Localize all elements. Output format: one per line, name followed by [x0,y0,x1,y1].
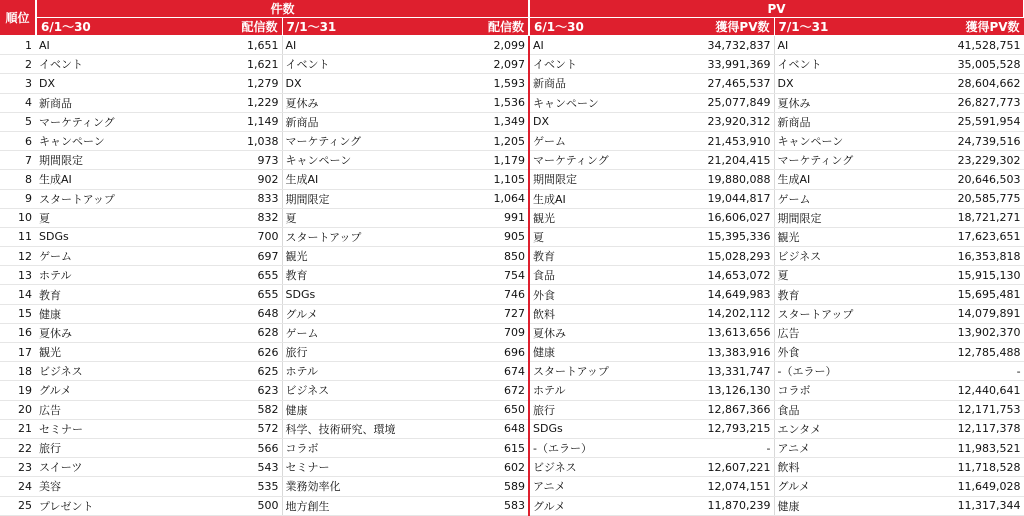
count-june: 1,651 [144,36,282,55]
table-row [0,131,1024,150]
count-june: 623 [144,381,282,400]
keyword-june-count: AI [36,36,144,55]
pv-june: 12,074,151 [649,477,774,496]
count-july: 709 [422,323,529,342]
count-july: 2,099 [422,36,529,55]
count-june: 626 [144,343,282,362]
rank-cell: 9 [0,189,36,208]
pv-group-header: PV [529,0,1024,18]
keyword-july-pv: ビジネス [774,247,914,266]
count-june: 625 [144,362,282,381]
table-row [0,189,1024,208]
pv-june: 12,867,366 [649,400,774,419]
pv-july: 23,229,302 [914,151,1024,170]
pv-june: 13,126,130 [649,381,774,400]
rank-cell: 18 [0,362,36,381]
pv-june: 21,204,415 [649,151,774,170]
keyword-june-pv: 夏 [529,227,649,246]
pv-july: 24,739,516 [914,131,1024,150]
keyword-june-pv: 健康 [529,343,649,362]
keyword-july-pv: 教育 [774,285,914,304]
keyword-july-count: ホテル [282,362,422,381]
count-june: 1,621 [144,55,282,74]
keyword-june-pv: スタートアップ [529,362,649,381]
pv-june: 13,383,916 [649,343,774,362]
table-row [0,227,1024,246]
keyword-june-count: セミナー [36,419,144,438]
keyword-july-count: 夏 [282,208,422,227]
keyword-july-count: ゲーム [282,323,422,342]
count-july: 1,105 [422,170,529,189]
table-row [0,304,1024,323]
table-row [0,55,1024,74]
pv-july: 28,604,662 [914,74,1024,93]
keyword-june-count: ビジネス [36,362,144,381]
keyword-july-pv: DX [774,74,914,93]
count-june: 500 [144,496,282,515]
rank-cell: 17 [0,343,36,362]
count-june: 697 [144,247,282,266]
keyword-july-pv: スタートアップ [774,304,914,323]
count-june: 655 [144,285,282,304]
keyword-june-pv: DX [529,112,649,131]
keyword-june-pv: 旅行 [529,400,649,419]
pv-july-header: 獲得PV数 [914,18,1024,36]
count-july: 696 [422,343,529,362]
keyword-june-count: ゲーム [36,247,144,266]
count-july: 727 [422,304,529,323]
table-row [0,438,1024,457]
count-july: 850 [422,247,529,266]
keyword-june-count: SDGs [36,227,144,246]
pv-june: 23,920,312 [649,112,774,131]
table-row [0,362,1024,381]
table-row [0,112,1024,131]
pv-july: 12,785,488 [914,343,1024,362]
keyword-june-pv: ビジネス [529,458,649,477]
keyword-june-pv: キャンペーン [529,93,649,112]
count-july: 991 [422,208,529,227]
keyword-july-count: 教育 [282,266,422,285]
table-row [0,477,1024,496]
rank-cell: 20 [0,400,36,419]
rank-cell: 21 [0,419,36,438]
count-july: 1,205 [422,131,529,150]
keyword-june-count: 夏 [36,208,144,227]
count-june: 1,038 [144,131,282,150]
pv-july: 12,171,753 [914,400,1024,419]
rank-header: 順位 [0,0,36,36]
keyword-july-count: ビジネス [282,381,422,400]
pv-june: 12,793,215 [649,419,774,438]
keyword-july-pv: イベント [774,55,914,74]
count-group-header: 件数 [36,0,529,18]
rank-cell: 10 [0,208,36,227]
count-july: 1,593 [422,74,529,93]
count-june: 572 [144,419,282,438]
keyword-june-pv: 食品 [529,266,649,285]
rank-cell: 2 [0,55,36,74]
rank-cell: 4 [0,93,36,112]
keyword-july-count: 健康 [282,400,422,419]
rank-cell: 11 [0,227,36,246]
table-row [0,208,1024,227]
rank-cell: 19 [0,381,36,400]
pv-june: 13,331,747 [649,362,774,381]
count-june: 628 [144,323,282,342]
rank-cell: 15 [0,304,36,323]
count-june: 543 [144,458,282,477]
count-july: 1,349 [422,112,529,131]
pv-june: 12,607,221 [649,458,774,477]
pv-july: 11,317,344 [914,496,1024,515]
table-row [0,323,1024,342]
keyword-june-pv: ゲーム [529,131,649,150]
keyword-june-pv: 観光 [529,208,649,227]
pv-july: 16,353,818 [914,247,1024,266]
keyword-july-count: 地方創生 [282,496,422,515]
pv-july: 20,646,503 [914,170,1024,189]
keyword-july-count: スタートアップ [282,227,422,246]
pv-june: 19,880,088 [649,170,774,189]
keyword-june-count: キャンペーン [36,131,144,150]
count-june: 648 [144,304,282,323]
keyword-july-pv: 飲料 [774,458,914,477]
rank-cell: 3 [0,74,36,93]
pv-july: 15,915,130 [914,266,1024,285]
pv-june: 27,465,537 [649,74,774,93]
pv-july: 11,649,028 [914,477,1024,496]
count-june: 700 [144,227,282,246]
count-june: 833 [144,189,282,208]
keyword-july-pv: 生成AI [774,170,914,189]
keyword-july-count: 期間限定 [282,189,422,208]
table-row [0,458,1024,477]
table-row [0,419,1024,438]
pv-july: 41,528,751 [914,36,1024,55]
pv-june: 14,202,112 [649,304,774,323]
pv-july: 13,902,370 [914,323,1024,342]
keyword-june-count: 新商品 [36,93,144,112]
count-july: 648 [422,419,529,438]
pv-july: 20,585,775 [914,189,1024,208]
pv-june: 16,606,027 [649,208,774,227]
pv-june: 14,653,072 [649,266,774,285]
keyword-june-pv: 新商品 [529,74,649,93]
count-july: 674 [422,362,529,381]
table-header [0,0,1024,36]
rank-cell: 23 [0,458,36,477]
rank-cell: 7 [0,151,36,170]
distribution-count-june-header: 配信数 [144,18,282,36]
keyword-june-count: 教育 [36,285,144,304]
keyword-july-pv: 健康 [774,496,914,515]
rank-cell: 24 [0,477,36,496]
table-row [0,93,1024,112]
pv-july: 35,005,528 [914,55,1024,74]
keyword-july-count: 科学、技術研究、環境 [282,419,422,438]
keyword-july-count: 業務効率化 [282,477,422,496]
count-july: 615 [422,438,529,457]
rank-cell: 16 [0,323,36,342]
keyword-june-count: スタートアップ [36,189,144,208]
keyword-june-count: 夏休み [36,323,144,342]
count-june: 1,149 [144,112,282,131]
keyword-july-pv: 広告 [774,323,914,342]
count-july: 1,064 [422,189,529,208]
pv-july: 11,983,521 [914,438,1024,457]
keyword-june-pv: AI [529,36,649,55]
count-july: 672 [422,381,529,400]
distribution-count-july-header: 配信数 [422,18,529,36]
keyword-july-pv: AI [774,36,914,55]
pv-july: 11,718,528 [914,458,1024,477]
period-june-pv-header: 6/1～30 [529,18,649,36]
keyword-june-pv: -（エラー） [529,438,649,457]
table-row [0,496,1024,515]
pv-june: 19,044,817 [649,189,774,208]
keyword-june-count: 生成AI [36,170,144,189]
count-june: 566 [144,438,282,457]
period-june-count-header: 6/1～30 [36,18,144,36]
keyword-july-count: セミナー [282,458,422,477]
keyword-july-pv: -（エラー） [774,362,914,381]
keyword-july-pv: アニメ [774,438,914,457]
rank-cell: 14 [0,285,36,304]
pv-july: 17,623,651 [914,227,1024,246]
table-row [0,381,1024,400]
pv-july: 12,117,378 [914,419,1024,438]
pv-june-header: 獲得PV数 [649,18,774,36]
keyword-july-pv: 新商品 [774,112,914,131]
table-row [0,170,1024,189]
keyword-july-count: グルメ [282,304,422,323]
count-july: 583 [422,496,529,515]
keyword-july-count: 観光 [282,247,422,266]
period-july-count-header: 7/1～31 [282,18,422,36]
keyword-june-pv: 夏休み [529,323,649,342]
table-row [0,285,1024,304]
rank-cell: 5 [0,112,36,131]
pv-june: 33,991,369 [649,55,774,74]
count-july: 1,536 [422,93,529,112]
pv-july: 12,440,641 [914,381,1024,400]
keyword-june-pv: 飲料 [529,304,649,323]
keyword-june-count: ホテル [36,266,144,285]
keyword-july-pv: 外食 [774,343,914,362]
count-june: 1,279 [144,74,282,93]
table-row [0,400,1024,419]
keyword-june-count: 広告 [36,400,144,419]
table-row [0,36,1024,55]
period-july-pv-header: 7/1～31 [774,18,914,36]
count-july: 589 [422,477,529,496]
pv-july: 18,721,271 [914,208,1024,227]
pv-july: - [914,362,1024,381]
pv-july: 15,695,481 [914,285,1024,304]
pv-june: 21,453,910 [649,131,774,150]
pv-july: 14,079,891 [914,304,1024,323]
keyword-july-count: 夏休み [282,93,422,112]
keyword-july-count: キャンペーン [282,151,422,170]
keyword-july-count: SDGs [282,285,422,304]
keyword-june-count: 期間限定 [36,151,144,170]
count-july: 905 [422,227,529,246]
count-july: 746 [422,285,529,304]
keyword-june-count: 美容 [36,477,144,496]
rank-cell: 12 [0,247,36,266]
count-june: 832 [144,208,282,227]
keyword-june-pv: 教育 [529,247,649,266]
rank-cell: 1 [0,36,36,55]
table-row [0,151,1024,170]
keyword-june-pv: SDGs [529,419,649,438]
keyword-june-pv: 期間限定 [529,170,649,189]
keyword-july-count: イベント [282,55,422,74]
keyword-july-pv: コラボ [774,381,914,400]
table-body [0,36,1024,516]
table-row [0,266,1024,285]
rank-cell: 6 [0,131,36,150]
keyword-june-count: 旅行 [36,438,144,457]
count-june: 902 [144,170,282,189]
keyword-july-count: DX [282,74,422,93]
keyword-july-count: 生成AI [282,170,422,189]
count-june: 582 [144,400,282,419]
keyword-july-pv: マーケティング [774,151,914,170]
keyword-june-count: プレゼント [36,496,144,515]
pv-june: 13,613,656 [649,323,774,342]
keyword-july-count: コラボ [282,438,422,457]
keyword-june-count: スイーツ [36,458,144,477]
count-june: 535 [144,477,282,496]
keyword-july-count: 旅行 [282,343,422,362]
keyword-june-count: グルメ [36,381,144,400]
keyword-july-pv: グルメ [774,477,914,496]
keyword-june-count: 健康 [36,304,144,323]
keyword-june-pv: ホテル [529,381,649,400]
keyword-june-pv: 外食 [529,285,649,304]
keyword-july-pv: 期間限定 [774,208,914,227]
pv-july: 26,827,773 [914,93,1024,112]
count-june: 1,229 [144,93,282,112]
count-june: 973 [144,151,282,170]
rank-cell: 22 [0,438,36,457]
rank-cell: 25 [0,496,36,515]
pv-june: 15,395,336 [649,227,774,246]
keyword-july-pv: 食品 [774,400,914,419]
keyword-june-count: DX [36,74,144,93]
keyword-july-pv: 夏休み [774,93,914,112]
keyword-july-count: AI [282,36,422,55]
count-july: 650 [422,400,529,419]
count-july: 2,097 [422,55,529,74]
table-row [0,247,1024,266]
rank-cell: 8 [0,170,36,189]
pv-june: 34,732,837 [649,36,774,55]
keyword-july-count: 新商品 [282,112,422,131]
keyword-june-count: 観光 [36,343,144,362]
pv-june: 25,077,849 [649,93,774,112]
keyword-july-pv: 観光 [774,227,914,246]
pv-june: 15,028,293 [649,247,774,266]
keyword-june-pv: イベント [529,55,649,74]
keyword-june-pv: マーケティング [529,151,649,170]
keyword-june-pv: グルメ [529,496,649,515]
rank-cell: 13 [0,266,36,285]
count-july: 1,179 [422,151,529,170]
keyword-july-pv: ゲーム [774,189,914,208]
keyword-june-count: イベント [36,55,144,74]
pv-june: - [649,438,774,457]
keyword-june-pv: 生成AI [529,189,649,208]
count-june: 655 [144,266,282,285]
keyword-june-pv: アニメ [529,477,649,496]
count-july: 602 [422,458,529,477]
pv-july: 25,591,954 [914,112,1024,131]
keyword-june-count: マーケティング [36,112,144,131]
table-row [0,343,1024,362]
pv-june: 11,870,239 [649,496,774,515]
keyword-july-count: マーケティング [282,131,422,150]
keyword-july-pv: 夏 [774,266,914,285]
keyword-july-pv: エンタメ [774,419,914,438]
table-row [0,74,1024,93]
keyword-july-pv: キャンペーン [774,131,914,150]
count-july: 754 [422,266,529,285]
pv-june: 14,649,983 [649,285,774,304]
